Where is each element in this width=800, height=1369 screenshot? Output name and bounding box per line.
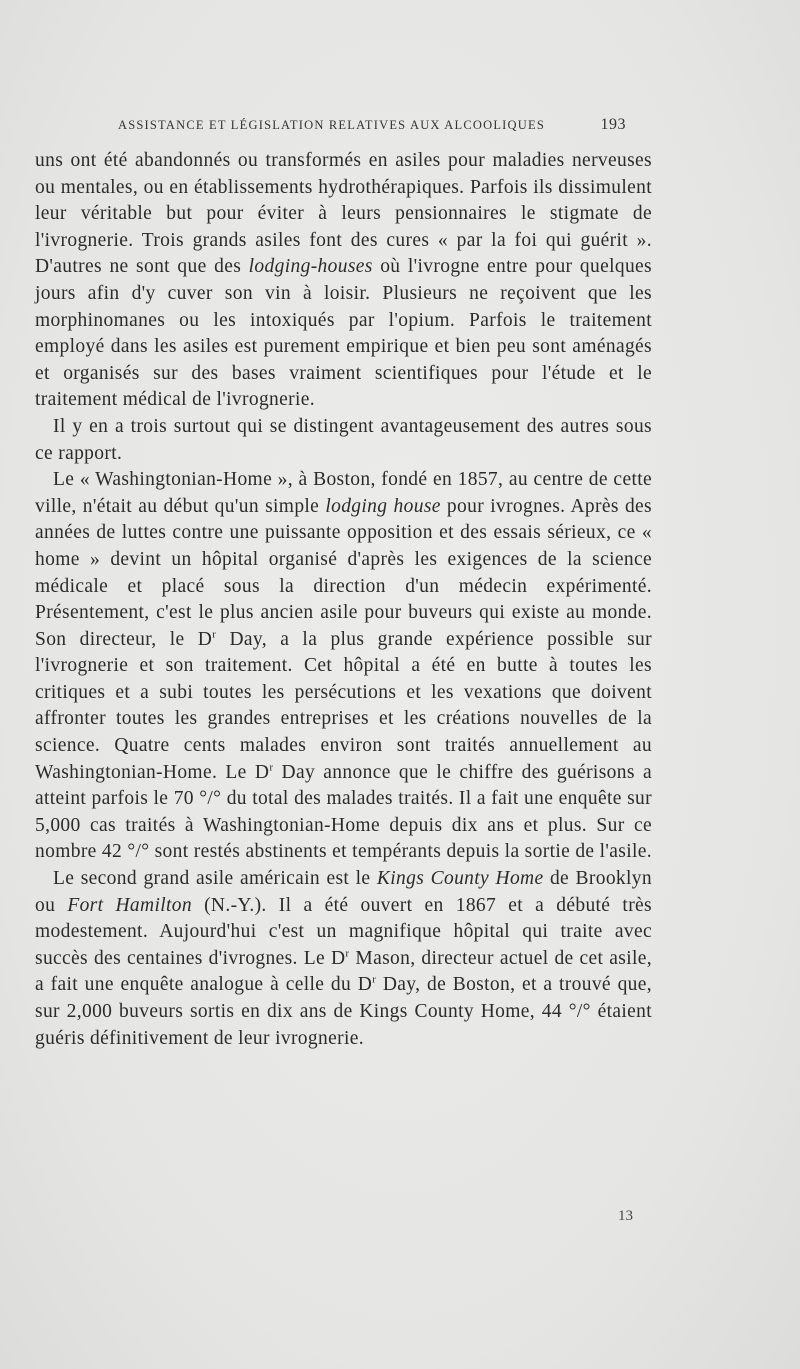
body-text bbox=[35, 148, 652, 1052]
superscript: r bbox=[269, 761, 274, 774]
italic-term: Kings County Home bbox=[376, 868, 544, 890]
text-run: où l'ivrogne entre pour quelques jours afin d'y cuver son vin à loisir. Plusieurs ne reçoivent que les morphinomanes ou les intoxiqués par l'opium. Parfois le traitement employé dans les asiles est purement empirique et bien peu sont aménagés et organisés sur des bases vraiment scientifiques pour l'étude et le traitement médical de l'ivrognerie. bbox=[35, 256, 652, 411]
text-run: Mason, directeur actuel de cet asile, a fait une enquête analogue à celle du D bbox=[35, 947, 652, 996]
text-run: Il y en a trois surtout qui se distingent avantageusement des autres sous ce rapport. bbox=[35, 415, 652, 464]
text-run: de Brooklyn ou bbox=[35, 868, 652, 916]
text-run: Le « Washingtonian-Home », à Boston, fondé en 1857, au centre de cette ville, n'était au début qu'un simple bbox=[35, 469, 652, 517]
text-run: pour ivrognes. Après des années de luttes contre une puissante opposition et des essais sérieux, ce « home » devint un hôpital organisé d'après les exigences de la science médicale et placé sous la direction d'un médecin expérimenté. Présentement, c'est le plus ancien asile pour buveurs qui existe au monde. Son directeur, le D bbox=[35, 495, 652, 650]
paragraph bbox=[35, 467, 652, 866]
text-run: Day annonce que le chiffre des guérisons a atteint parfois le 70 °/° du total des malades traités. Il a fait une enquête sur 5,000 cas traités à Washingtonian-Home depuis dix ans et plus. Sur ce nombre 42 °/° sont restés abstinents et tempérants depuis la sortie de l'asile. bbox=[35, 761, 653, 863]
text-run: Day, a la plus grande expérience possible sur l'ivrognerie et son traitement. Cet hôpital a été en butte à toutes les critiques et a subi toutes les persécutions et les vexations que doivent affronter toutes les grandes entreprises et les créations nouvelles de la science. Quatre cents malades environ sont traités annuellement au Washingtonian-Home. Le D bbox=[35, 628, 652, 783]
italic-term: Fort Hamilton bbox=[67, 894, 192, 916]
running-header bbox=[118, 118, 626, 138]
text-run: uns ont été abandonnés ou transformés en asiles pour maladies nerveuses ou mentales, ou en établissements hydrothérapiques. Parfois ils dissimulent leur véritable but pour éviter à leurs pensionnaires le stigmate de l'ivrognerie. Trois grands asiles font des cures « par la foi qui guérit ». D'autres ne sont que des bbox=[35, 150, 652, 278]
paragraph bbox=[35, 148, 652, 414]
text-run: (N.-Y.). Il a été ouvert en 1867 et a débuté très modestement. Aujourd'hui c'est un magnifique hôpital qui traite avec succès des centaines d'ivrognes. Le D bbox=[35, 894, 652, 969]
italic-term: lodging house bbox=[325, 495, 441, 517]
superscript: r bbox=[372, 973, 377, 986]
text-run: Day, de Boston, et a trouvé que, sur 2,000 buveurs sortis en dix ans de Kings County Home, 44 °/° étaient guéris définitivement de leur ivrognerie. bbox=[35, 974, 653, 1049]
paragraph bbox=[35, 414, 652, 467]
italic-term: lodging-houses bbox=[248, 256, 373, 278]
signature-mark: 13 bbox=[618, 1208, 633, 1224]
paragraph bbox=[35, 866, 652, 1052]
superscript: r bbox=[345, 947, 350, 960]
text-run: Le second grand asile américain est le bbox=[53, 868, 377, 890]
page-number: 193 bbox=[600, 116, 626, 133]
running-title: ASSISTANCE ET LÉGISLATION RELATIVES AUX ALCOOLIQUES bbox=[118, 118, 545, 132]
superscript: r bbox=[212, 628, 217, 641]
